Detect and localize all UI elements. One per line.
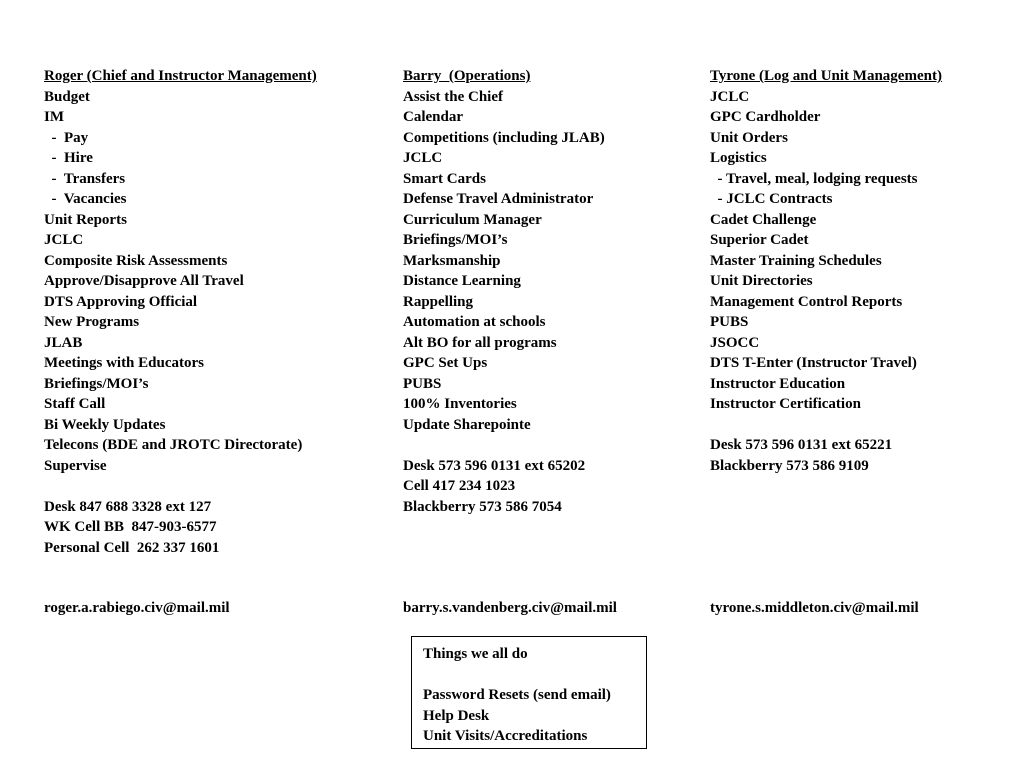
barry-duty-automation: Automation at schools [403, 314, 546, 330]
roger-duty-unit-reports: Unit Reports [44, 211, 127, 228]
roger-duty-im-transfers: - Transfers [44, 170, 126, 187]
tyrone-duty-unit-orders: Unit Orders [710, 129, 788, 146]
roger-duty-meetings-educators: Meetings with Educators [44, 355, 204, 371]
roger-duty-budget: Budget [44, 88, 90, 105]
tyrone-duty-jclc-contracts: - JCLC Contracts [710, 191, 833, 207]
roger-duty-im-vacancies: - Vacancies [44, 191, 127, 207]
roger-email: roger.a.rabiego.civ@mail.mil [44, 600, 230, 616]
barry-duty-inventories: 100% Inventories [403, 396, 517, 412]
roger-duty-jlab: JLAB [44, 334, 83, 351]
roger-duty-im-hire: - Hire [44, 150, 93, 166]
shared-duty-password-resets: Password Resets (send email) [423, 687, 611, 703]
roger-duty-jclc: JCLC [44, 232, 84, 248]
roger-duty-dts-approving: DTS Approving Official [44, 293, 198, 310]
tyrone-spacer [710, 415, 1010, 436]
tyrone-duty-instructor-education: Instructor Education [710, 375, 846, 392]
barry-column [403, 66, 703, 517]
barry-duty-travel-admin: Defense Travel Administrator [403, 191, 594, 207]
barry-duty-marksmanship: Marksmanship [403, 252, 501, 269]
tyrone-duty-instructor-certification: Instructor Certification [710, 396, 861, 412]
tyrone-duty-travel-requests: - Travel, meal, lodging requests [710, 170, 918, 187]
tyrone-heading: Tyrone (Log and Unit Management) [710, 68, 942, 84]
barry-duty-briefings: Briefings/MOI’s [403, 232, 508, 248]
barry-duty-gpc-setups: GPC Set Ups [403, 355, 488, 371]
roger-duty-risk-assessments: Composite Risk Assessments [44, 252, 228, 269]
tyrone-duty-training-schedules: Master Training Schedules [710, 252, 882, 269]
roger-column [44, 66, 384, 558]
barry-duty-alt-bo: Alt BO for all programs [403, 334, 557, 351]
roger-spacer [44, 476, 384, 497]
roger-heading: Roger (Chief and Instructor Management) [44, 68, 317, 84]
tyrone-duty-logistics: Logistics [710, 150, 767, 166]
barry-desk-phone: Desk 573 596 0131 ext 65202 [403, 457, 586, 474]
tyrone-duty-pubs: PUBS [710, 314, 749, 330]
barry-duty-jclc: JCLC [403, 150, 443, 166]
barry-duty-smart-cards: Smart Cards [403, 170, 486, 187]
shared-duties-list [423, 644, 611, 747]
tyrone-desk-phone: Desk 573 596 0131 ext 65221 [710, 437, 893, 453]
tyrone-column [710, 66, 1010, 476]
shared-duties-title: Things we all do [423, 646, 528, 662]
shared-duties-box [411, 636, 647, 749]
roger-duty-approve-travel: Approve/Disapprove All Travel [44, 273, 244, 289]
roger-duty-supervise: Supervise [44, 457, 107, 474]
roger-duty-im-pay: - Pay [44, 129, 89, 146]
barry-duty-competitions: Competitions (including JLAB) [403, 129, 605, 146]
roger-duty-new-programs: New Programs [44, 314, 140, 330]
tyrone-duty-jsocc: JSOCC [710, 334, 760, 351]
roger-personal-cell: Personal Cell 262 337 1601 [44, 539, 220, 556]
barry-blackberry: Blackberry 573 586 7054 [403, 498, 562, 515]
barry-cell-phone: Cell 417 234 1023 [403, 478, 516, 494]
barry-spacer [403, 435, 703, 456]
barry-duty-pubs: PUBS [403, 375, 442, 392]
barry-duty-curriculum: Curriculum Manager [403, 211, 542, 228]
barry-heading: Barry (Operations) [403, 68, 531, 84]
shared-duties-spacer [423, 665, 611, 686]
tyrone-duty-control-reports: Management Control Reports [710, 293, 903, 310]
tyrone-duty-superior-cadet: Superior Cadet [710, 232, 809, 248]
tyrone-email: tyrone.s.middleton.civ@mail.mil [710, 600, 919, 616]
roger-duty-briefings: Briefings/MOI’s [44, 375, 149, 392]
barry-email: barry.s.vandenberg.civ@mail.mil [403, 600, 617, 616]
tyrone-duty-unit-directories: Unit Directories [710, 273, 813, 289]
roger-duty-telecons: Telecons (BDE and JROTC Directorate) [44, 437, 303, 453]
shared-duty-unit-visits: Unit Visits/Accreditations [423, 728, 588, 744]
roger-duty-im: IM [44, 109, 64, 125]
barry-duty-sharepointe: Update Sharepointe [403, 416, 531, 433]
tyrone-duty-gpc-cardholder: GPC Cardholder [710, 109, 821, 125]
roger-duty-weekly-updates: Bi Weekly Updates [44, 416, 166, 433]
tyrone-duty-dts-tenter: DTS T-Enter (Instructor Travel) [710, 355, 917, 371]
barry-duty-distance-learning: Distance Learning [403, 273, 521, 289]
barry-duty-rappelling: Rappelling [403, 293, 474, 310]
roger-desk-phone: Desk 847 688 3328 ext 127 [44, 498, 212, 515]
tyrone-duty-jclc: JCLC [710, 88, 750, 105]
tyrone-duty-cadet-challenge: Cadet Challenge [710, 211, 817, 228]
roger-work-cell: WK Cell BB 847-903-6577 [44, 519, 217, 535]
barry-duty-calendar: Calendar [403, 109, 463, 125]
roger-duty-staff-call: Staff Call [44, 396, 106, 412]
shared-duty-help-desk: Help Desk [423, 707, 490, 724]
barry-duty-assist-chief: Assist the Chief [403, 88, 503, 105]
tyrone-blackberry: Blackberry 573 586 9109 [710, 457, 869, 474]
